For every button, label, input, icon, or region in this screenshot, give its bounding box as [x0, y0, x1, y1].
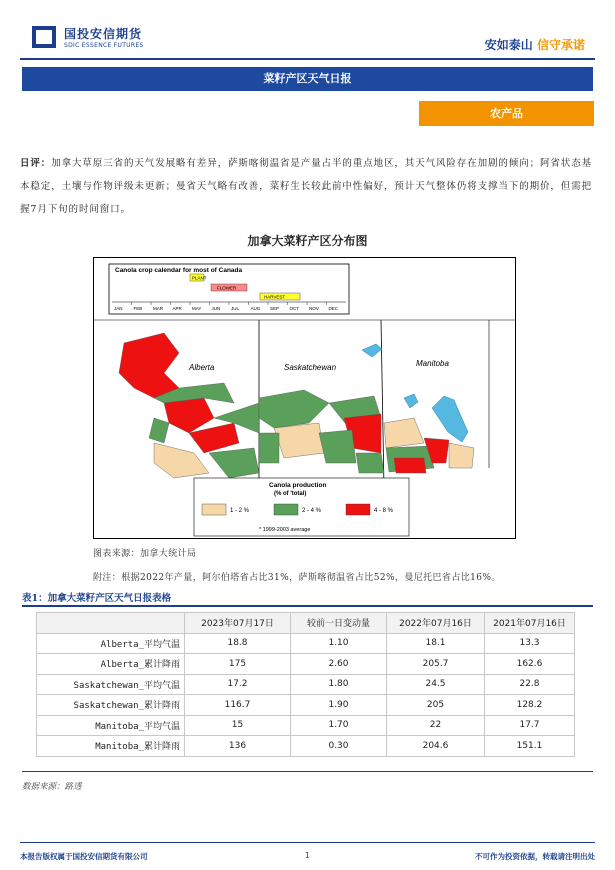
calendar-month: APR	[172, 306, 182, 311]
page-number: 1	[305, 851, 310, 860]
table-row	[37, 633, 575, 654]
table-cell: 1.10	[291, 633, 387, 654]
table-cell: 175	[185, 654, 291, 675]
stage-flower-label: FLOWER	[217, 285, 237, 291]
weather-table	[36, 612, 575, 757]
legend-subtitle: (% of 'total)	[274, 491, 307, 497]
legend-label: 4 - 8 %	[374, 508, 394, 514]
table-cell: 17.7	[485, 715, 575, 736]
table-cell: 0.30	[291, 736, 387, 757]
legend-swatch	[346, 504, 370, 515]
calendar-month: DEC	[328, 306, 339, 311]
table-header-cell: 2023年07月17日	[185, 613, 291, 634]
table-cell: 24.5	[387, 674, 485, 695]
table-cell: 1.80	[291, 674, 387, 695]
province-label-manitoba: Manitoba	[416, 359, 449, 368]
footer-divider	[20, 842, 595, 843]
footer-disclaimer: 不可作为投资依据，转载请注明出处	[475, 852, 595, 861]
calendar-month: SEP	[270, 306, 280, 311]
table-cell: 1.90	[291, 695, 387, 716]
legend-note: * 1999-2003 average	[259, 527, 311, 533]
table-cell: 151.1	[485, 736, 575, 757]
province-label-saskatchewan: Saskatchewan	[284, 363, 337, 372]
table-cell: Saskatchewan_平均气温	[37, 674, 185, 695]
table-cell: 18.8	[185, 633, 291, 654]
table-header-cell: 2022年07月16日	[387, 613, 485, 634]
comment-text: 加拿大草原三省的天气发展略有差异，萨斯喀彻温省是产量占半的重点地区，其天气风险存在加剧的倾向；阿省状态基本稳定，土壤与作物评级未更新；曼省天气略有改善，菜籽生长较此前中性偏好，预计天气整体仍将支撑当下的期价，但需把握7月下旬的时间窗口。	[20, 158, 593, 215]
table-cell: 22	[387, 715, 485, 736]
table-row	[37, 695, 575, 716]
footer-copyright: 本报告版权属于国投安信期货有限公司	[20, 852, 148, 861]
table-cell: 136	[185, 736, 291, 757]
table-bottom-rule	[22, 771, 593, 772]
table-cell: 162.6	[485, 654, 575, 675]
calendar-month: FEB	[133, 306, 143, 311]
comment-label: 日评：	[20, 158, 52, 169]
table-cell: 2.60	[291, 654, 387, 675]
daily-comment	[20, 152, 598, 221]
table-row	[37, 715, 575, 736]
calendar-month: JAN	[114, 306, 123, 311]
table-cell: 13.3	[485, 633, 575, 654]
province-label-alberta: Alberta	[189, 363, 215, 372]
data-source: 数据来源：路透	[22, 782, 82, 792]
table-header-cell: 2021年07月16日	[485, 613, 575, 634]
table-row	[37, 654, 575, 675]
legend-label: 1 - 2 %	[230, 508, 250, 514]
slogan-part2: 信守承诺	[536, 38, 585, 52]
category-tag: 农产品	[419, 101, 594, 126]
calendar-month: AUG	[250, 306, 261, 311]
calendar-month: MAY	[192, 306, 202, 311]
stage-harvest-label: HARVEST	[264, 294, 286, 300]
company-logo	[32, 24, 144, 50]
calendar-month: NOV	[309, 306, 319, 311]
stage-plant-label: PLANT	[192, 275, 207, 281]
legend-label: 2 - 4 %	[302, 508, 322, 514]
table-cell: 22.8	[485, 674, 575, 695]
map-title: 加拿大菜籽产区分布图	[247, 234, 368, 248]
table-cell: 204.6	[387, 736, 485, 757]
logo-name-cn: 国投安信期货	[64, 27, 143, 41]
table-cell: Manitoba_平均气温	[37, 715, 185, 736]
table-cell: 17.2	[185, 674, 291, 695]
table-cell: 205	[387, 695, 485, 716]
logo-icon	[32, 24, 58, 50]
table-header-cell: 较前一日变动量	[291, 613, 387, 634]
calendar-month: OCT	[289, 306, 299, 311]
map-graphic	[94, 258, 516, 539]
calendar-month: MAR	[153, 306, 163, 311]
table-header-cell	[37, 613, 185, 634]
calendar-month: JUL	[231, 306, 240, 311]
table-cell: 15	[185, 715, 291, 736]
slogan	[485, 36, 585, 53]
slogan-part1: 安如泰山	[484, 38, 533, 52]
table-cell: Saskatchewan_累计降雨	[37, 695, 185, 716]
canola-distribution-map	[93, 257, 516, 539]
table-cell: Manitoba_累计降雨	[37, 736, 185, 757]
calendar-month: JUN	[211, 306, 221, 311]
table-cell: 205.7	[387, 654, 485, 675]
report-title: 菜籽产区天气日报	[22, 67, 593, 91]
map-source: 图表来源：加拿大统计局	[93, 549, 197, 559]
legend-swatch	[202, 504, 226, 515]
table-cell: Alberta_平均气温	[37, 633, 185, 654]
legend-title: Canola production	[269, 482, 327, 489]
production-note: 附注：根据2022年产量，阿尔伯塔省占比31%，萨斯喀彻温省占比52%，曼尼托巴省占比16%。	[93, 573, 501, 583]
table-cell: 1.70	[291, 715, 387, 736]
legend-swatch	[274, 504, 298, 515]
table-title: 表1：加拿大菜籽产区天气日报表格	[22, 593, 172, 604]
table-cell: 116.7	[185, 695, 291, 716]
table-row	[37, 674, 575, 695]
header-divider	[20, 58, 595, 60]
table-cell: 128.2	[485, 695, 575, 716]
calendar-title: Canola crop calendar for most of Canada	[115, 267, 243, 274]
logo-name-en: SDIC ESSENCE FUTURES	[64, 42, 144, 49]
table-cell: Alberta_累计降雨	[37, 654, 185, 675]
table-cell: 18.1	[387, 633, 485, 654]
page-header	[0, 0, 615, 62]
lake	[362, 344, 382, 357]
table-top-rule	[22, 605, 593, 607]
lake-winnipeg	[432, 396, 468, 442]
table-header-row	[37, 613, 575, 634]
table-row	[37, 736, 575, 757]
